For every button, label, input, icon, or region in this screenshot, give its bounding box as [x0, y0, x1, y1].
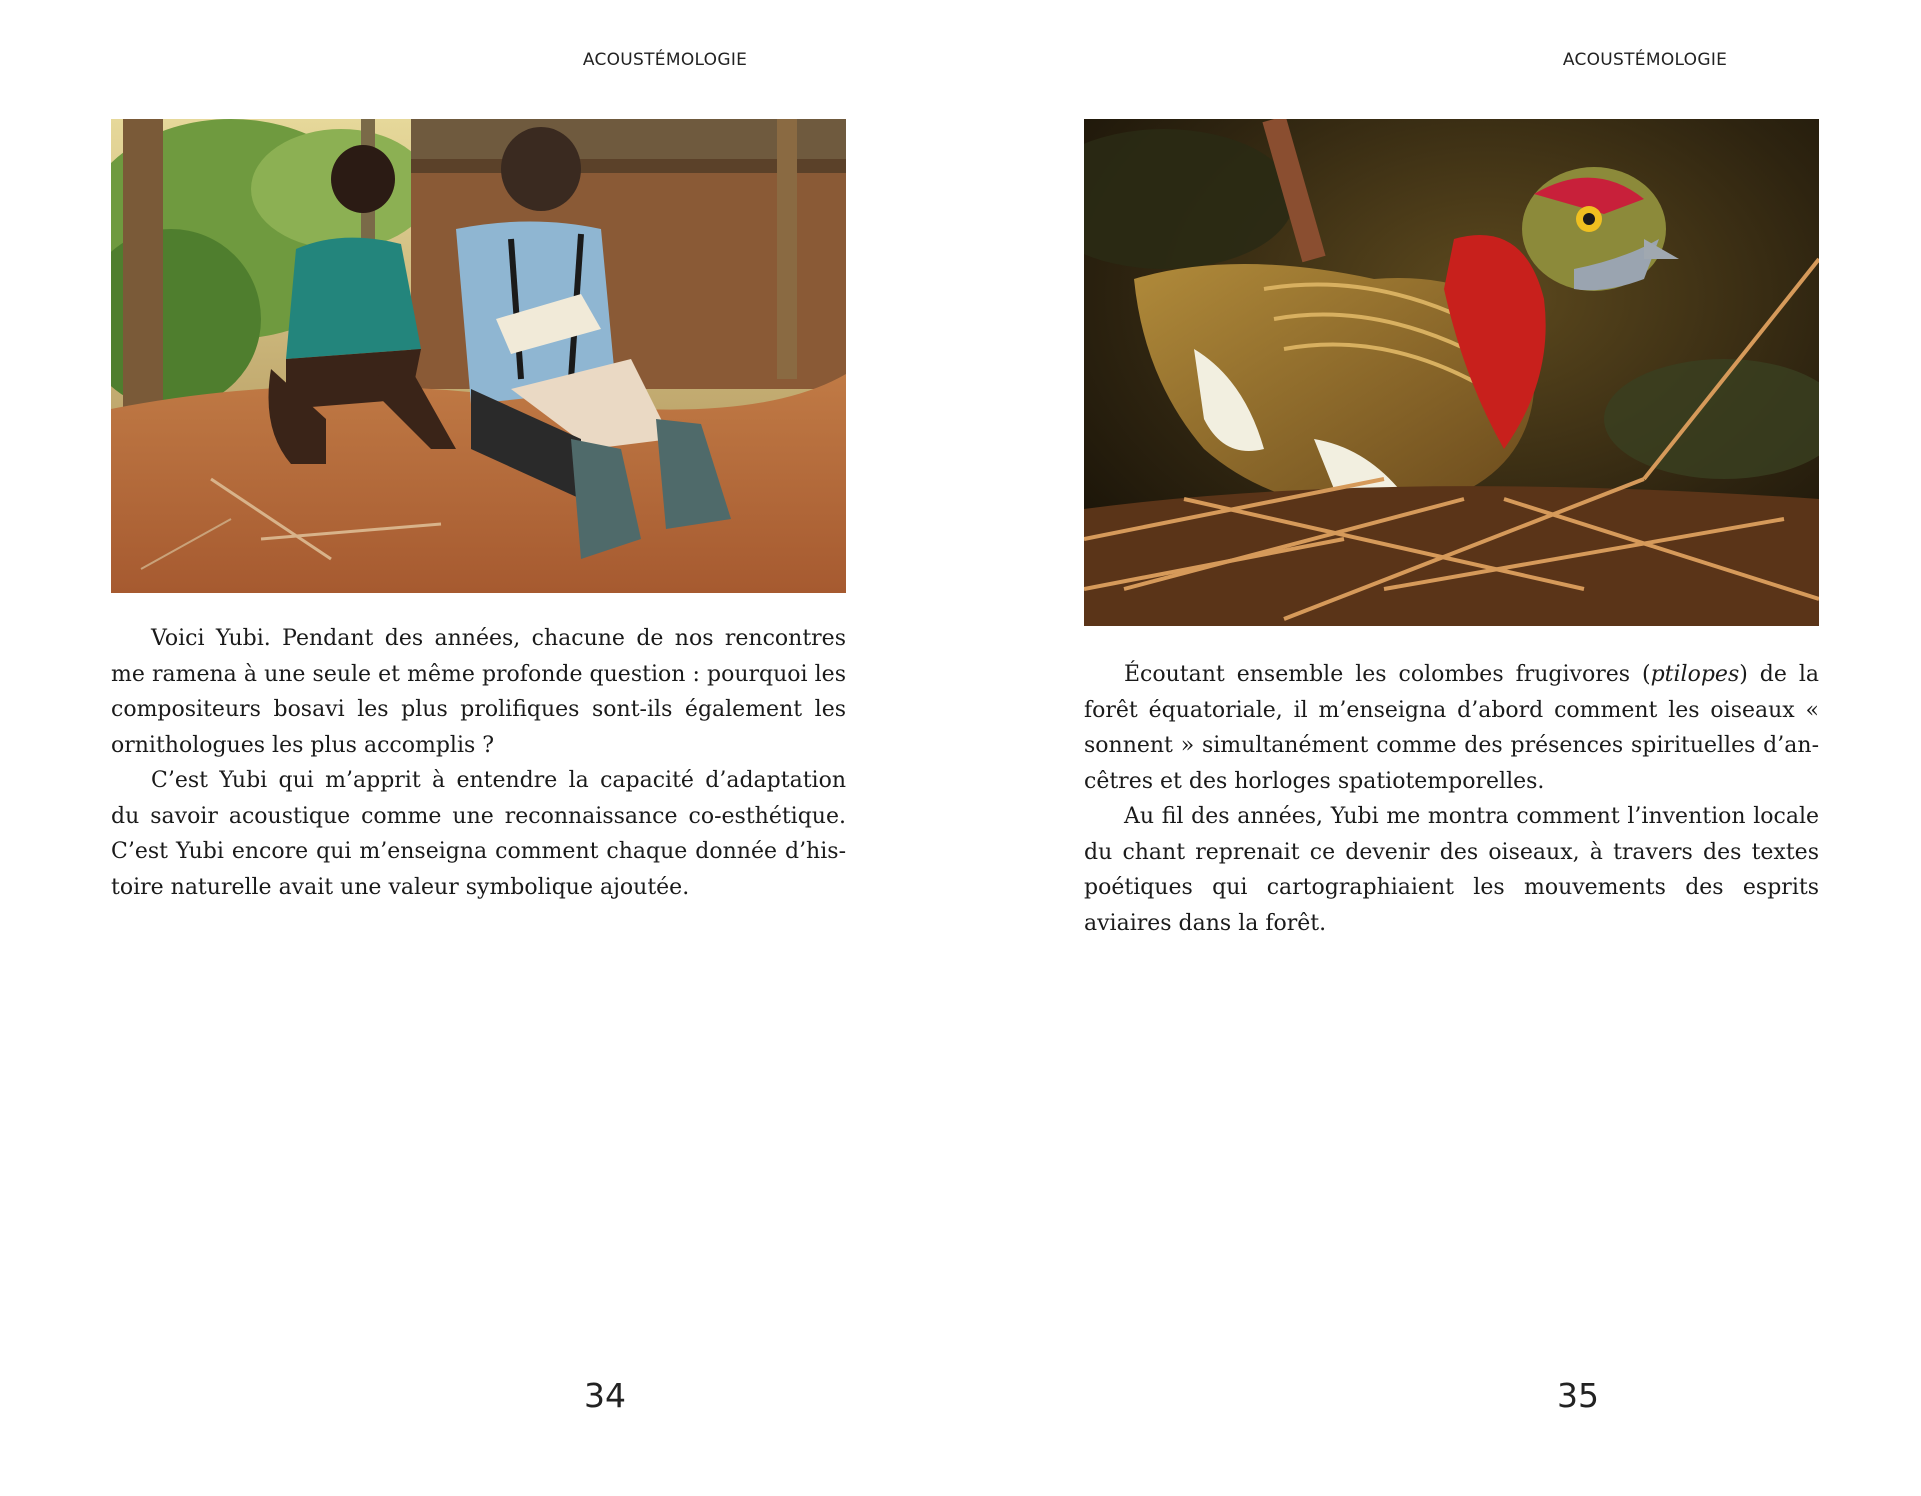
left-page [0, 0, 960, 1496]
running-head: ACOUSTÉMOLOGIE [1562, 50, 1728, 70]
body-text [1084, 657, 1819, 941]
paragraph-text: ) de la forêt équatoriale, il m’enseigna d’abord comment les oiseaux « sonnent » simultanément comme des présences spirituelles d’ancêtres et des horloges spatiotemporelles. [1084, 662, 1820, 794]
body-text [111, 621, 846, 905]
italic-term: ptilopes [1650, 662, 1740, 687]
photo-yubi-and-author [111, 119, 846, 593]
right-page [960, 0, 1920, 1496]
page-number: 34 [584, 1376, 626, 1415]
page-number: 35 [1557, 1376, 1599, 1415]
photo-yubi-illustration [111, 119, 846, 593]
paragraph: C’est Yubi qui m’apprit à entendre la capacité d’adaptation du savoir acoustique comme une reconnaissance co-esthétique. C’est Yubi encore qui m’enseigna comment chaque donnée d’histoire naturelle avait une valeur symbolique ajoutée. [111, 768, 846, 900]
paragraph: Au fil des années, Yubi me montra comment l’invention locale du chant reprenait ce devenir des oiseaux, à travers des textes poétiques qui cartographiaient les mouvements des esprits aviaires dans la forêt. [1084, 804, 1819, 936]
photo-dove-illustration [1084, 119, 1819, 626]
paragraph [1084, 657, 1819, 799]
photo-fruit-dove [1084, 119, 1819, 626]
running-head: ACOUSTÉMOLOGIE [582, 50, 748, 70]
paragraph: Voici Yubi. Pendant des années, chacune de nos rencontres me ramena à une seule et même profonde question : pourquoi les compositeurs bosavi les plus prolifiques sont-ils également les ornithologues les plus accomplis ? [111, 626, 846, 758]
paragraph-text: Écoutant ensemble les colombes frugivores ( [1124, 662, 1651, 687]
